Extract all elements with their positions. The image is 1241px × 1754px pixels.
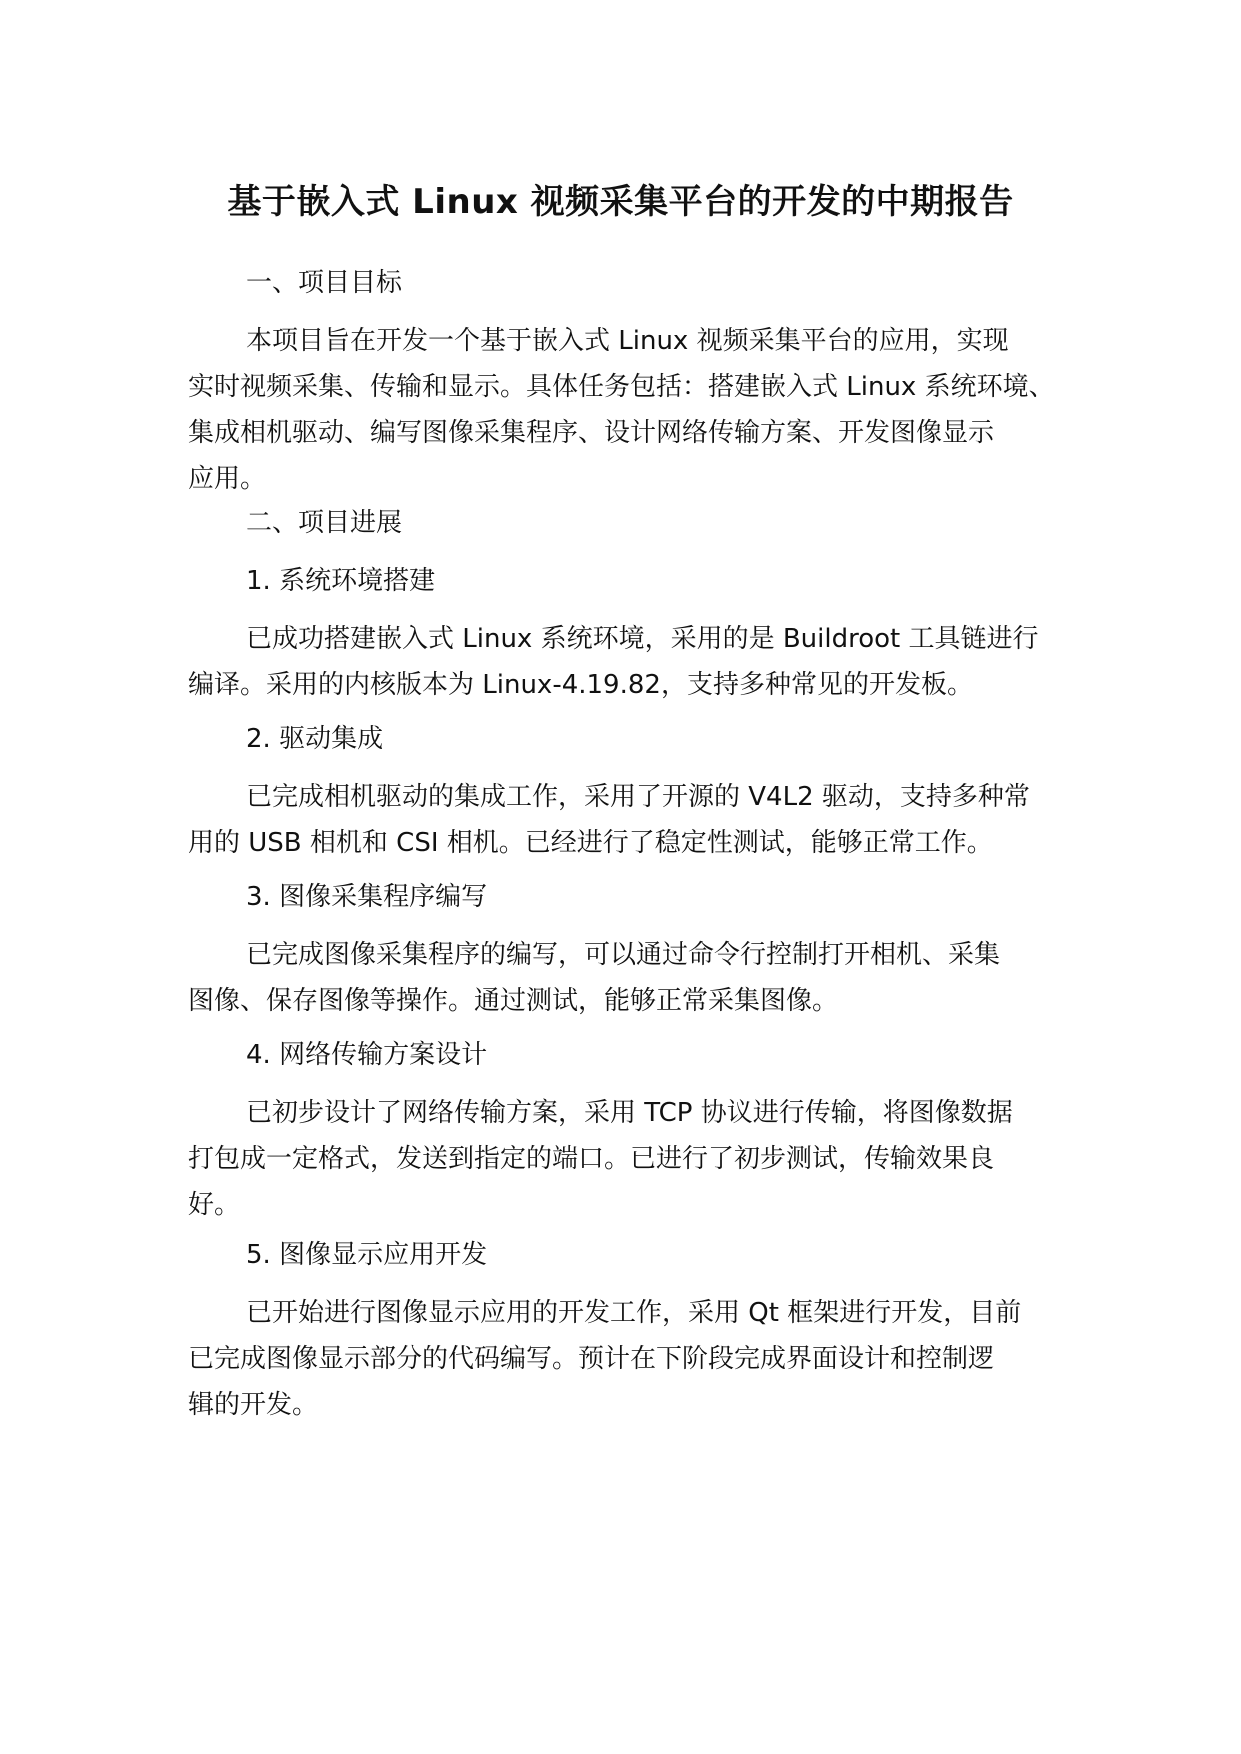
item-paragraph-driver: 已完成相机驱动的集成工作，采用了开源的 V4L2 驱动，支持多种常 用的 USB 相机和 CSI 相机。已经进行了稳定性测试，能够正常工作。	[188, 782, 1030, 858]
item-heading-system-env: 1. 系统环境搭建	[246, 566, 436, 596]
section-heading-goals: 一、项目目标	[246, 268, 403, 298]
item-paragraph-display-app: 已开始进行图像显示应用的开发工作，采用 Qt 框架进行开发，目前 已完成图像显示部分的代码编写。预计在下阶段完成界面设计和控制逻 辑的开发。	[188, 1298, 1022, 1420]
section-heading-progress: 二、项目进展	[246, 508, 403, 538]
item-heading-driver: 2. 驱动集成	[246, 724, 384, 754]
item-heading-display-app: 5. 图像显示应用开发	[246, 1240, 488, 1270]
item-paragraph-capture-program: 已完成图像采集程序的编写，可以通过命令行控制打开相机、采集 图像、保存图像等操作。通过测试，能够正常采集图像。	[188, 940, 1001, 1016]
item-paragraph-system-env: 已成功搭建嵌入式 Linux 系统环境，采用的是 Buildroot 工具链进行 编译。采用的内核版本为 Linux-4.19.82，支持多种常见的开发板。	[188, 624, 1039, 700]
item-paragraph-network: 已初步设计了网络传输方案，采用 TCP 协议进行传输，将图像数据 打包成一定格式，发送到指定的端口。已进行了初步测试，传输效果良 好。	[188, 1098, 1013, 1220]
item-heading-network: 4. 网络传输方案设计	[246, 1040, 488, 1070]
section-paragraph-goals: 本项目旨在开发一个基于嵌入式 Linux 视频采集平台的应用，实现 实时视频采集、传输和显示。具体任务包括：搭建嵌入式 Linux 系统环境、 集成相机驱动、编写图像采集程序、设计网络传输方案、开发图像显示 应用。	[188, 326, 1055, 494]
item-heading-capture-program: 3. 图像采集程序编写	[246, 882, 488, 912]
document-title: 基于嵌入式 Linux 视频采集平台的开发的中期报告	[227, 182, 1014, 222]
